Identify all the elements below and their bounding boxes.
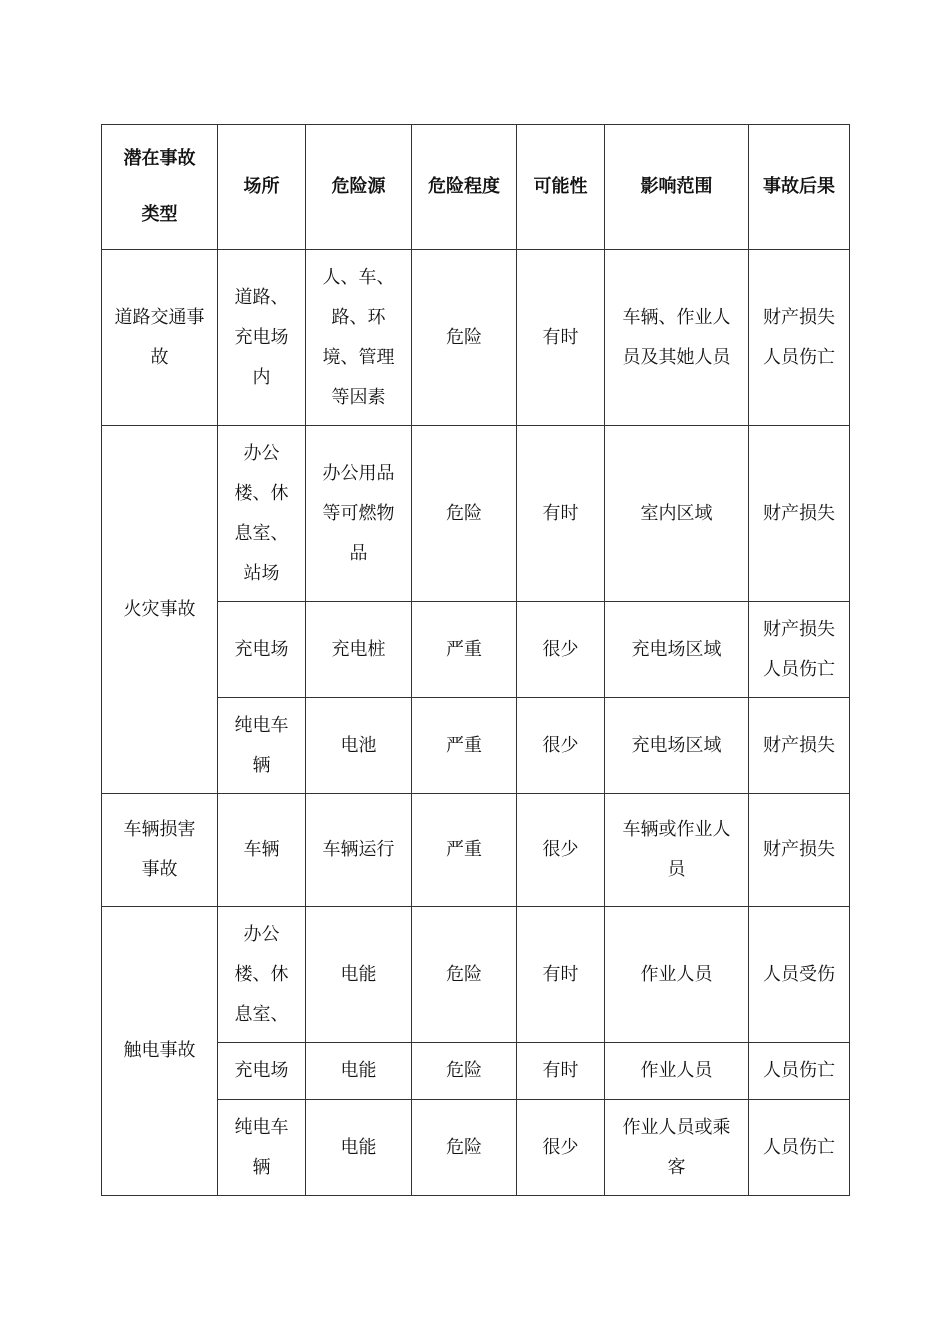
risk-assessment-table	[101, 124, 850, 1196]
cell-hazard-source-text: 充电桩	[331, 638, 386, 660]
cell-place	[218, 1100, 306, 1196]
table-row	[102, 794, 850, 907]
cell-hazard-source	[306, 250, 412, 426]
cell-place-text: 纯电车 辆	[234, 1116, 289, 1178]
cell-consequence	[749, 1100, 850, 1196]
cell-place	[218, 907, 306, 1043]
cell-consequence-text: 人员伤亡	[763, 1060, 835, 1081]
header-label: 影响范围	[640, 176, 713, 197]
cell-possibility	[517, 250, 605, 426]
cell-possibility	[517, 426, 605, 602]
cell-consequence	[749, 698, 850, 794]
cell-danger-degree-text: 危险	[446, 1136, 482, 1158]
cell-danger-degree	[412, 907, 517, 1043]
cell-possibility-text: 很少	[542, 734, 579, 756]
cell-hazard-source	[306, 602, 412, 698]
cell-danger-degree-text: 危险	[446, 963, 482, 985]
cell-place	[218, 1043, 306, 1100]
table-header	[102, 125, 850, 250]
cell-scope	[605, 426, 749, 602]
cell-place	[218, 794, 306, 907]
cell-consequence	[749, 602, 850, 698]
header-row	[102, 125, 850, 250]
cell-place	[218, 426, 306, 602]
cell-possibility	[517, 1100, 605, 1196]
cell-consequence	[749, 426, 850, 602]
cell-danger-degree-text: 严重	[446, 734, 482, 756]
cell-possibility-text: 有时	[542, 1060, 579, 1081]
cell-scope	[605, 698, 749, 794]
cell-accident-type	[102, 426, 218, 794]
cell-hazard-source-text: 车辆运行	[322, 839, 395, 860]
cell-danger-degree-text: 危险	[446, 326, 482, 348]
cell-hazard-source-text: 电能	[340, 963, 377, 985]
cell-accident-type	[102, 250, 218, 426]
header-label: 潜在事故 类型	[123, 148, 196, 225]
cell-hazard-source-text: 办公用品 等可燃物 品	[322, 462, 395, 564]
cell-scope	[605, 907, 749, 1043]
cell-possibility	[517, 907, 605, 1043]
header-label: 场所	[243, 176, 280, 197]
cell-hazard-source	[306, 907, 412, 1043]
header-danger-degree	[412, 125, 517, 250]
cell-consequence-text: 财产损失 人员伤亡	[763, 306, 835, 368]
cell-scope	[605, 250, 749, 426]
cell-place-text: 充电场	[234, 1060, 289, 1081]
cell-scope-text: 作业人员	[640, 1060, 713, 1081]
cell-possibility	[517, 1043, 605, 1100]
header-hazard-source	[306, 125, 412, 250]
header-label: 可能性	[533, 176, 588, 197]
cell-consequence-text: 人员受伤	[763, 963, 835, 985]
cell-scope-text: 车辆、作业人 员及其她人员	[622, 306, 731, 368]
cell-consequence-text: 人员伤亡	[763, 1136, 835, 1158]
cell-scope	[605, 1100, 749, 1196]
cell-danger-degree	[412, 250, 517, 426]
table-row	[102, 250, 850, 426]
cell-possibility-text: 很少	[542, 1136, 579, 1158]
cell-possibility	[517, 794, 605, 907]
cell-place-text: 办公 楼、休 息室、 站场	[234, 442, 289, 584]
header-consequence	[749, 125, 850, 250]
cell-place	[218, 698, 306, 794]
cell-place	[218, 602, 306, 698]
cell-consequence	[749, 1043, 850, 1100]
cell-danger-degree-text: 危险	[446, 502, 482, 524]
cell-hazard-source	[306, 794, 412, 907]
cell-consequence	[749, 250, 850, 426]
cell-scope-text: 充电场区域	[631, 734, 722, 756]
cell-hazard-source	[306, 698, 412, 794]
table-body	[102, 250, 850, 1196]
cell-danger-degree	[412, 1043, 517, 1100]
cell-possibility-text: 有时	[542, 326, 579, 348]
cell-possibility-text: 很少	[542, 839, 579, 860]
cell-scope	[605, 602, 749, 698]
cell-consequence	[749, 907, 850, 1043]
cell-danger-degree	[412, 426, 517, 602]
cell-scope-text: 作业人员	[640, 963, 713, 985]
header-possibility	[517, 125, 605, 250]
cell-danger-degree-text: 危险	[446, 1060, 482, 1081]
cell-consequence-text: 财产损失	[763, 839, 835, 860]
header-label: 事故后果	[763, 176, 835, 197]
cell-danger-degree	[412, 698, 517, 794]
cell-place-text: 纯电车 辆	[234, 714, 289, 776]
cell-danger-degree	[412, 602, 517, 698]
cell-place-text: 道路、 充电场 内	[234, 286, 289, 388]
accident-type-text: 触电事故	[123, 1040, 196, 1061]
cell-place-text: 充电场	[234, 638, 289, 660]
cell-danger-degree-text: 严重	[446, 839, 482, 860]
header-place	[218, 125, 306, 250]
cell-possibility-text: 有时	[542, 502, 579, 524]
cell-accident-type	[102, 794, 218, 907]
cell-place-text: 办公 楼、休 息室、	[234, 923, 289, 1025]
cell-hazard-source	[306, 1043, 412, 1100]
cell-hazard-source-text: 电能	[340, 1060, 377, 1081]
cell-hazard-source-text: 人、车、 路、环 境、管理 等因素	[322, 266, 395, 408]
cell-hazard-source	[306, 426, 412, 602]
cell-scope-text: 作业人员或乘 客	[622, 1116, 731, 1178]
accident-type-text: 火灾事故	[123, 598, 196, 620]
cell-hazard-source-text: 电能	[340, 1136, 377, 1158]
cell-place	[218, 250, 306, 426]
cell-scope-text: 室内区域	[640, 502, 713, 524]
header-label: 危险程度	[428, 176, 500, 197]
cell-danger-degree-text: 严重	[446, 638, 482, 660]
cell-possibility-text: 有时	[542, 963, 579, 985]
table-row	[102, 907, 850, 1043]
header-label: 危险源	[331, 176, 386, 197]
cell-consequence-text: 财产损失	[763, 734, 835, 756]
cell-consequence	[749, 794, 850, 907]
cell-scope	[605, 794, 749, 907]
header-scope	[605, 125, 749, 250]
cell-scope-text: 车辆或作业人 员	[622, 819, 731, 880]
cell-hazard-source-text: 电池	[340, 734, 377, 756]
accident-type-text: 车辆损害 事故	[123, 819, 196, 880]
cell-consequence-text: 财产损失 人员伤亡	[763, 618, 835, 680]
header-accident-type	[102, 125, 218, 250]
cell-possibility	[517, 602, 605, 698]
cell-place-text: 车辆	[243, 839, 280, 860]
cell-scope-text: 充电场区域	[631, 638, 722, 660]
accident-type-text: 道路交通事 故	[114, 306, 205, 368]
table-row	[102, 426, 850, 602]
cell-danger-degree	[412, 1100, 517, 1196]
cell-danger-degree	[412, 794, 517, 907]
cell-accident-type	[102, 907, 218, 1196]
cell-consequence-text: 财产损失	[763, 502, 835, 524]
cell-hazard-source	[306, 1100, 412, 1196]
cell-possibility	[517, 698, 605, 794]
cell-possibility-text: 很少	[542, 638, 579, 660]
cell-scope	[605, 1043, 749, 1100]
